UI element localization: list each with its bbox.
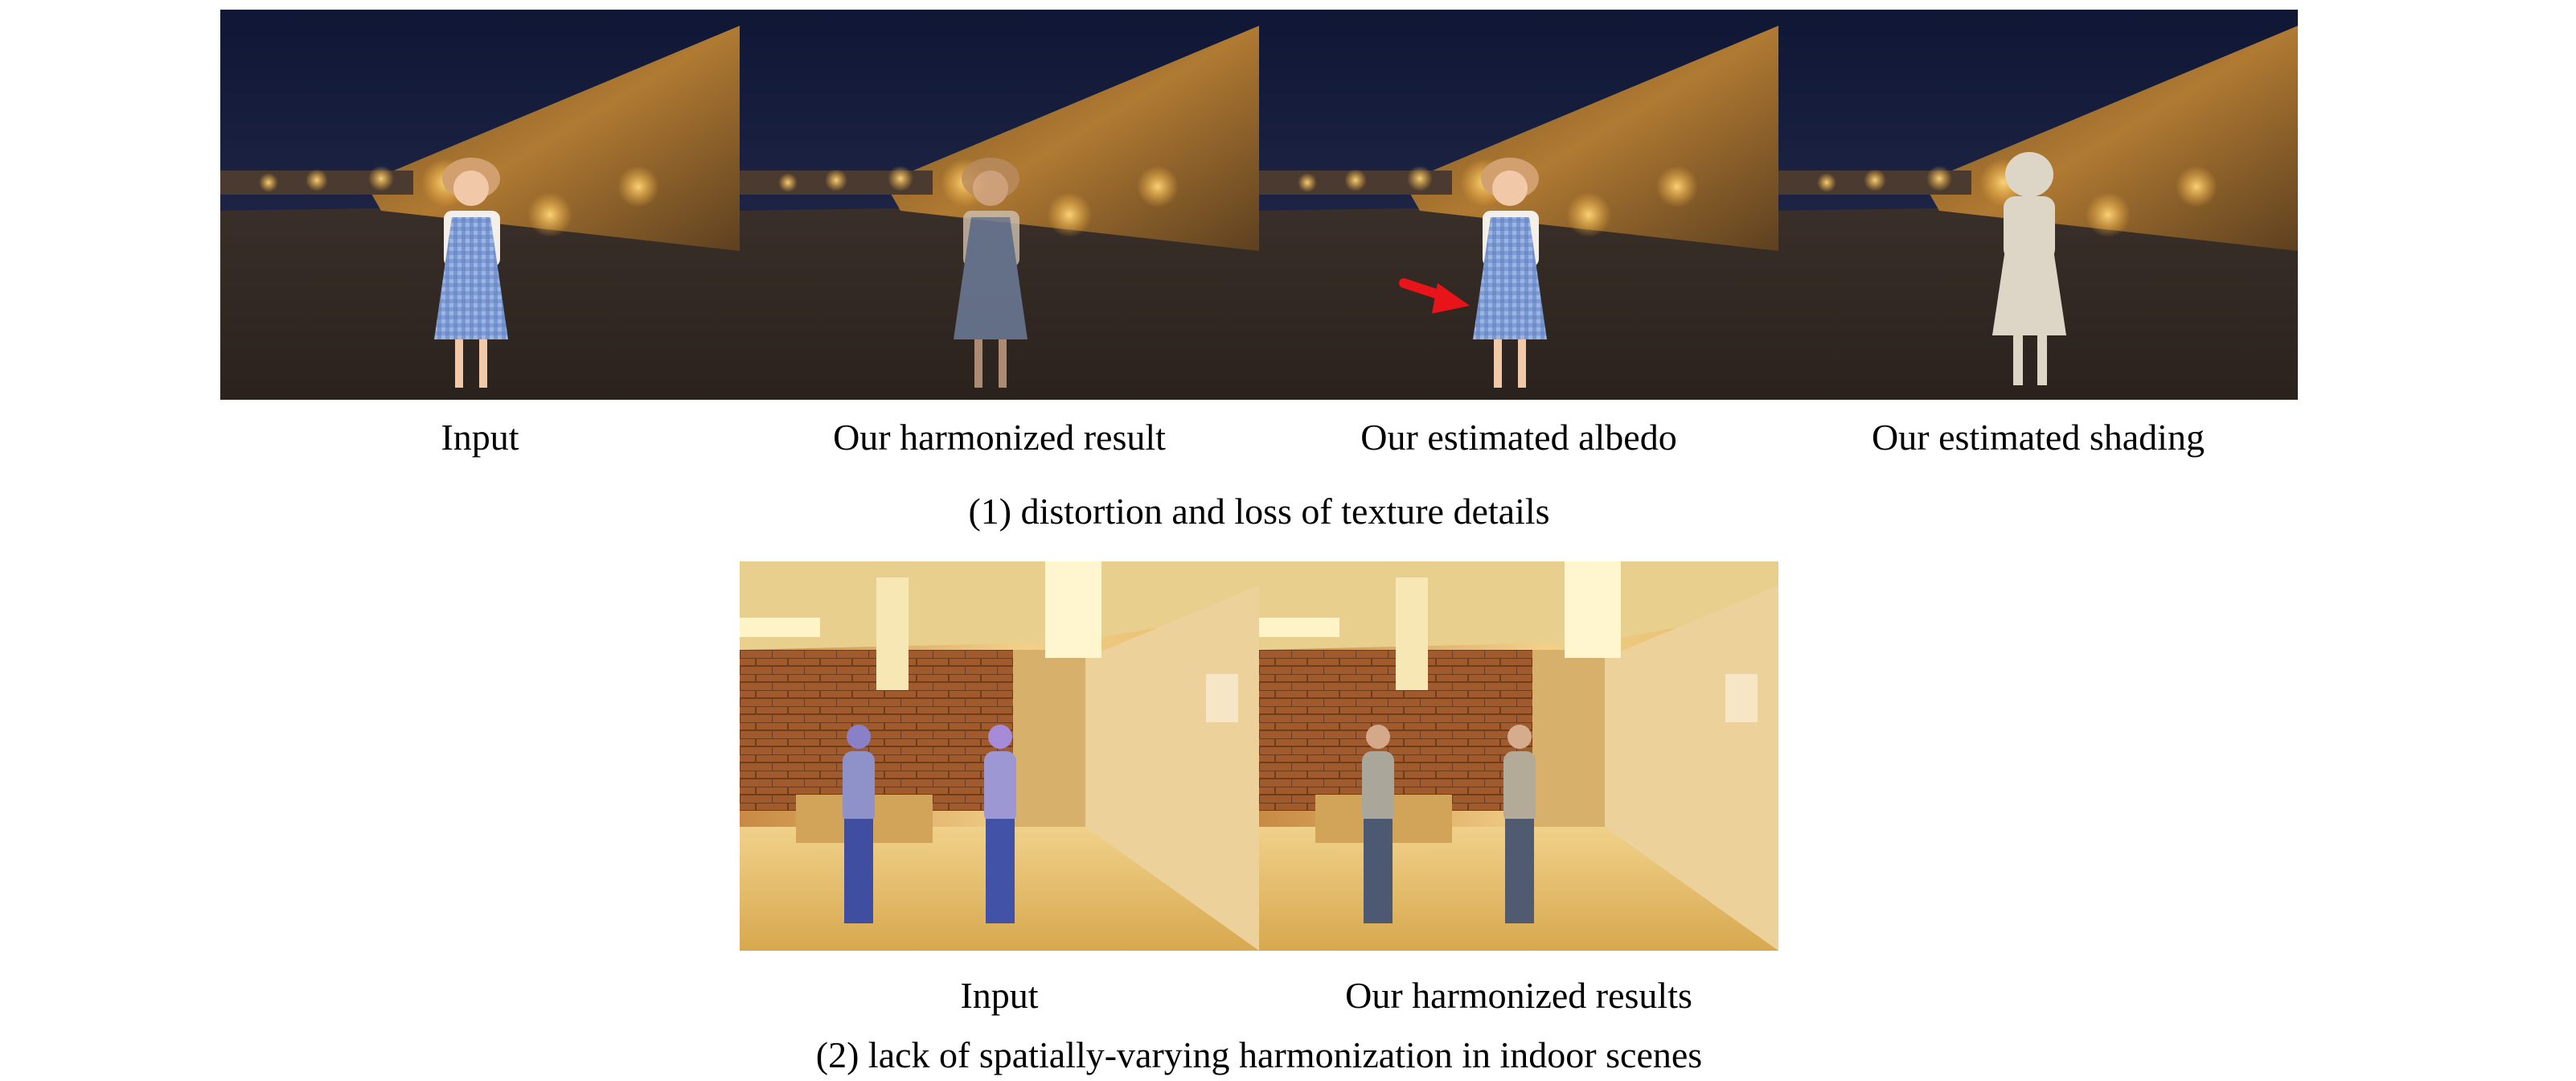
caption-input-2: Input bbox=[960, 975, 1039, 1016]
woman-figure-left bbox=[843, 725, 875, 923]
caption-shading-1: Our estimated shading bbox=[1872, 417, 2205, 458]
subcaption-1: (1) distortion and loss of texture details bbox=[968, 491, 1550, 532]
woman-figure-left-harmonized bbox=[1362, 725, 1394, 923]
subcaption-2: (2) lack of spatially-varying harmonization in indoor scenes bbox=[815, 1034, 1703, 1075]
caption-input-1: Input bbox=[441, 417, 519, 458]
panel-harmonized-night bbox=[740, 10, 1259, 400]
caption-harmonized-1: Our harmonized result bbox=[833, 417, 1166, 458]
caption-albedo-1: Our estimated albedo bbox=[1360, 417, 1677, 458]
woman-figure-right-harmonized bbox=[1503, 725, 1536, 923]
caption-harmonized-2: Our harmonized results bbox=[1345, 975, 1692, 1016]
panel-input-indoor bbox=[740, 561, 1259, 951]
panel-harmonized-indoor bbox=[1259, 561, 1778, 951]
panel-albedo-night bbox=[1259, 10, 1778, 400]
panel-shading-night bbox=[1778, 10, 2298, 400]
woman-figure-right bbox=[984, 725, 1016, 923]
panel-input-night bbox=[220, 10, 740, 400]
